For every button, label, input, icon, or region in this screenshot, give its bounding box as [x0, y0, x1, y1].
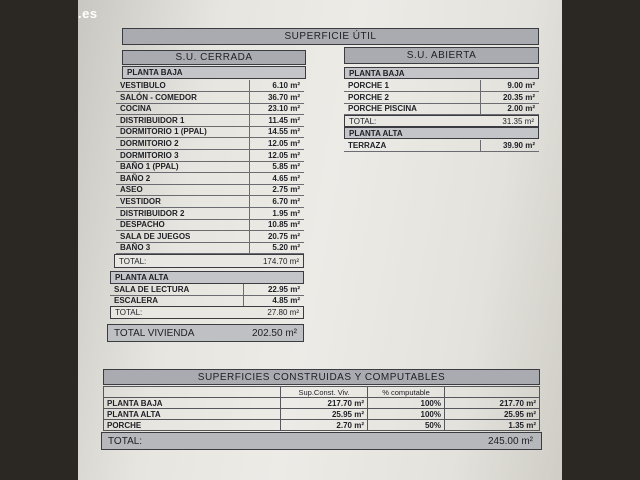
list-item	[116, 115, 304, 127]
item-label: SALA DE JUEGOS	[120, 231, 191, 241]
cerrada-planta-alta-total-row	[110, 306, 304, 319]
column-header: Sup.Const. Viv.	[281, 387, 368, 398]
list-item	[116, 92, 304, 104]
total-label: TOTAL:	[119, 256, 147, 266]
cell-pct: 100%	[368, 398, 445, 409]
table-row	[104, 420, 540, 431]
list-item	[116, 184, 304, 196]
list-item	[344, 103, 539, 115]
item-value: 22.95 m²	[243, 284, 304, 295]
abierta-planta-baja-header: PLANTA BAJA	[344, 67, 539, 79]
item-value: 2.00 m²	[480, 103, 539, 114]
item-label: SALA DE LECTURA	[114, 285, 190, 294]
list-item	[116, 126, 304, 138]
cell-sup: 25.95 m²	[281, 409, 368, 420]
list-item	[344, 140, 539, 152]
item-value: 2.75 m²	[249, 184, 304, 195]
item-value: 23.10 m²	[249, 103, 304, 114]
cell-sup: 217.70 m²	[281, 398, 368, 409]
item-label: DISTRIBUIDOR 1	[120, 115, 185, 125]
item-value: 20.75 m²	[249, 231, 304, 242]
item-value: 12.05 m²	[249, 138, 304, 149]
list-item	[116, 219, 304, 231]
list-item	[116, 80, 304, 92]
column-header	[104, 387, 281, 398]
abierta-planta-baja-total-row	[344, 115, 539, 127]
cell-label: PLANTA BAJA	[104, 398, 281, 409]
cell-pct: 50%	[368, 420, 445, 431]
item-value: 14.55 m²	[249, 126, 304, 137]
item-label: ASEO	[120, 185, 143, 195]
item-label: COCINA	[120, 104, 152, 114]
item-label: PORCHE PISCINA	[348, 104, 417, 113]
item-value: 20.35 m²	[480, 92, 539, 103]
item-label: ESCALERA	[114, 296, 159, 305]
list-item	[116, 138, 304, 150]
column-header: % computable	[368, 387, 445, 398]
total-value: 27.80 m²	[267, 308, 299, 317]
item-value: 12.05 m²	[249, 150, 304, 161]
watermark: .es	[78, 6, 98, 21]
item-value: 39.90 m²	[480, 140, 539, 151]
list-item	[116, 103, 304, 115]
construidas-total-row	[101, 432, 542, 450]
list-item	[116, 231, 304, 243]
table-header-row	[104, 387, 540, 398]
construidas-total-label: TOTAL:	[108, 435, 143, 447]
item-label: TERRAZA	[348, 141, 387, 150]
column-header	[445, 387, 540, 398]
cell-sup: 2.70 m²	[281, 420, 368, 431]
list-item	[116, 242, 304, 254]
total-label: TOTAL:	[349, 116, 377, 126]
total-vivienda-row	[107, 324, 304, 342]
cell-label: PLANTA ALTA	[104, 409, 281, 420]
item-value: 1.95 m²	[249, 208, 304, 219]
su-cerrada-header: S.U. CERRADA	[122, 50, 306, 65]
list-item	[116, 161, 304, 173]
item-label: DORMITORIO 2	[120, 139, 179, 148]
total-vivienda-label: TOTAL VIVIENDA	[114, 327, 195, 339]
item-label: VESTIDOR	[120, 197, 161, 206]
item-value: 5.85 m²	[249, 161, 304, 172]
list-item	[116, 196, 304, 208]
item-label: DORMITORIO 1 (PPAL)	[120, 127, 207, 137]
cell-pct: 100%	[368, 409, 445, 420]
total-vivienda-value: 202.50 m²	[251, 327, 297, 339]
item-label: DESPACHO	[120, 220, 165, 230]
cell-label: PORCHE	[104, 420, 281, 431]
list-item	[116, 208, 304, 220]
abierta-planta-alta-header: PLANTA ALTA	[344, 127, 539, 139]
table-row	[104, 398, 540, 409]
cerrada-planta-baja-header: PLANTA BAJA	[122, 66, 306, 79]
item-value: 10.85 m²	[249, 219, 304, 230]
cerrada-planta-alta-header: PLANTA ALTA	[110, 271, 304, 284]
list-item	[116, 173, 304, 185]
item-value: 6.10 m²	[249, 80, 304, 91]
construidas-table	[103, 386, 540, 431]
item-label: BAÑO 3	[120, 243, 151, 253]
item-value: 6.70 m²	[249, 196, 304, 207]
construidas-total-value: 245.00 m²	[487, 435, 533, 447]
item-value: 5.20 m²	[249, 242, 304, 253]
cell-comp: 25.95 m²	[445, 409, 540, 420]
table-row	[104, 409, 540, 420]
list-item	[344, 92, 539, 104]
item-value: 9.00 m²	[480, 80, 539, 91]
total-label: TOTAL:	[115, 308, 143, 317]
item-value: 11.45 m²	[249, 115, 304, 126]
item-label: VESTIBULO	[120, 81, 166, 90]
cell-comp: 217.70 m²	[445, 398, 540, 409]
total-value: 174.70 m²	[262, 256, 299, 266]
list-item	[344, 80, 539, 92]
item-label: SALÓN - COMEDOR	[120, 92, 197, 102]
list-item	[116, 150, 304, 162]
item-label: BAÑO 1 (PPAL)	[120, 162, 179, 172]
cell-comp: 1.35 m²	[445, 420, 540, 431]
construidas-header: SUPERFICIES CONSTRUIDAS Y COMPUTABLES	[103, 369, 540, 385]
item-label: PORCHE 2	[348, 92, 389, 102]
item-value: 4.65 m²	[249, 173, 304, 184]
item-value: 36.70 m²	[249, 92, 304, 103]
item-value: 4.85 m²	[243, 295, 304, 306]
item-label: DORMITORIO 3	[120, 150, 179, 160]
superficie-util-header: SUPERFICIE ÚTIL	[122, 28, 539, 45]
total-value: 31.35 m²	[502, 116, 534, 126]
item-label: BAÑO 2	[120, 173, 151, 183]
item-label: DISTRIBUIDOR 2	[120, 208, 185, 218]
su-abierta-header: S.U. ABIERTA	[344, 47, 539, 64]
cerrada-planta-baja-total-row	[114, 254, 304, 268]
item-label: PORCHE 1	[348, 81, 389, 90]
